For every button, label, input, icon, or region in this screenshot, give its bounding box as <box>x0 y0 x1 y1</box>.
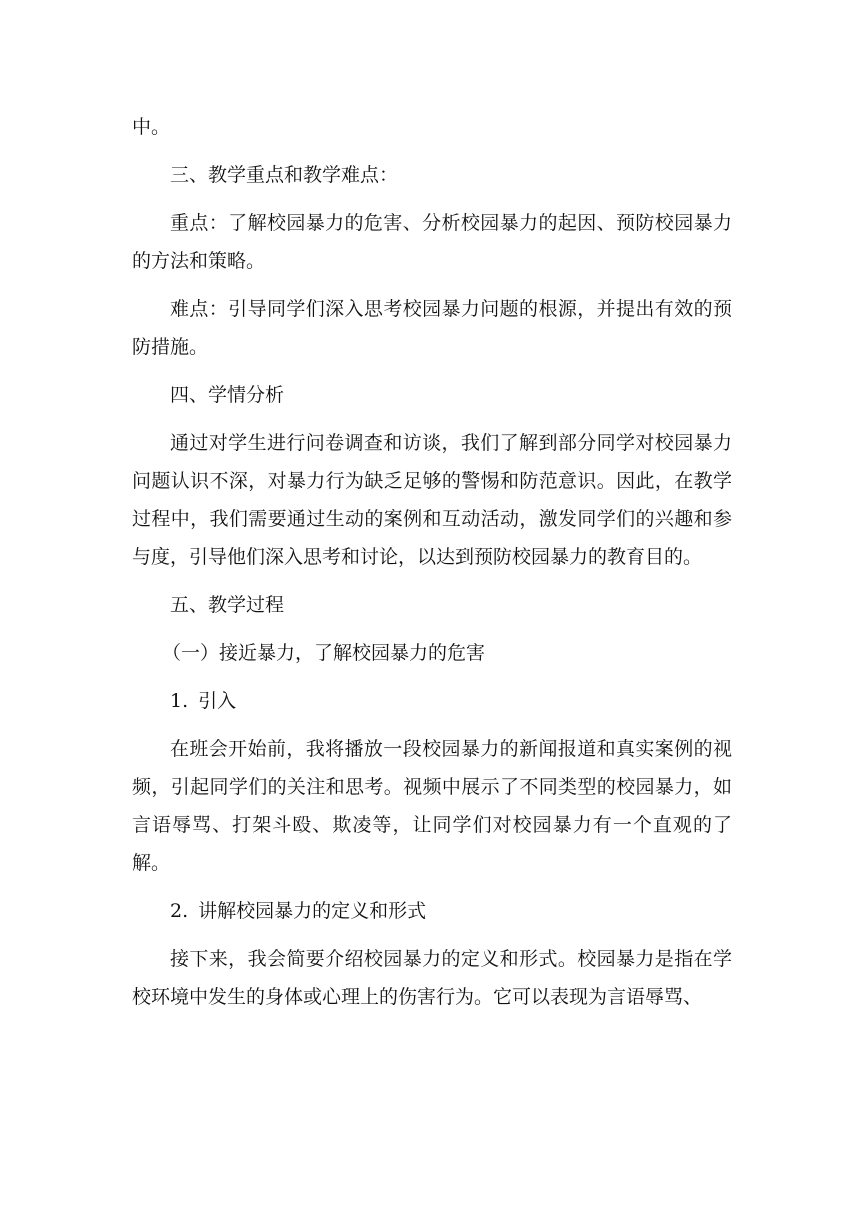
list-item-label: 引入 <box>198 690 237 712</box>
list-item-number: 1. <box>170 690 189 712</box>
list-item-label: 讲解校园暴力的定义和形式 <box>198 900 427 922</box>
section-heading-teaching-process: 五、教学过程 <box>170 594 285 616</box>
paragraph-difficulty: 难点：引导同学们深入思考校园暴力问题的根源，并提出有效的预防措施。 <box>132 298 732 358</box>
paragraph-definition: 接下来，我会简要介绍校园暴力的定义和形式。校园暴力是指在学校环境中发生的身体或心理上的伤害行为。它可以表现为言语辱骂、 <box>132 948 732 1008</box>
section-heading-student-analysis: 四、学情分析 <box>170 384 285 406</box>
continuation-text: 中。 <box>132 116 171 138</box>
list-item-introduction <box>132 682 732 720</box>
document-body <box>132 108 732 1026</box>
list-item-definition <box>132 892 732 930</box>
paragraph-key-point: 重点：了解校园暴力的危害、分析校园暴力的起因、预防校园暴力的方法和策略。 <box>132 212 732 272</box>
section-heading-key-points: 三、教学重点和教学难点： <box>170 164 399 186</box>
list-item-number: 2. <box>170 900 189 922</box>
paragraph-student-analysis: 通过对学生进行问卷调查和访谈，我们了解到部分同学对校园暴力问题认识不深，对暴力行为缺乏足够的警惕和防范意识。因此，在教学过程中，我们需要通过生动的案例和互动活动，激发同学们的兴趣和参与度，引导他们深入思考和讨论，以达到预防校园暴力的教育目的。 <box>132 432 732 568</box>
paragraph-introduction: 在班会开始前，我将播放一段校园暴力的新闻报道和真实案例的视频，引起同学们的关注和思考。视频中展示了不同类型的校园暴力，如言语辱骂、打架斗殴、欺凌等，让同学们对校园暴力有一个直观的了解。 <box>132 738 732 874</box>
subsection-heading-approach-violence: （一）接近暴力，了解校园暴力的危害 <box>162 642 486 664</box>
